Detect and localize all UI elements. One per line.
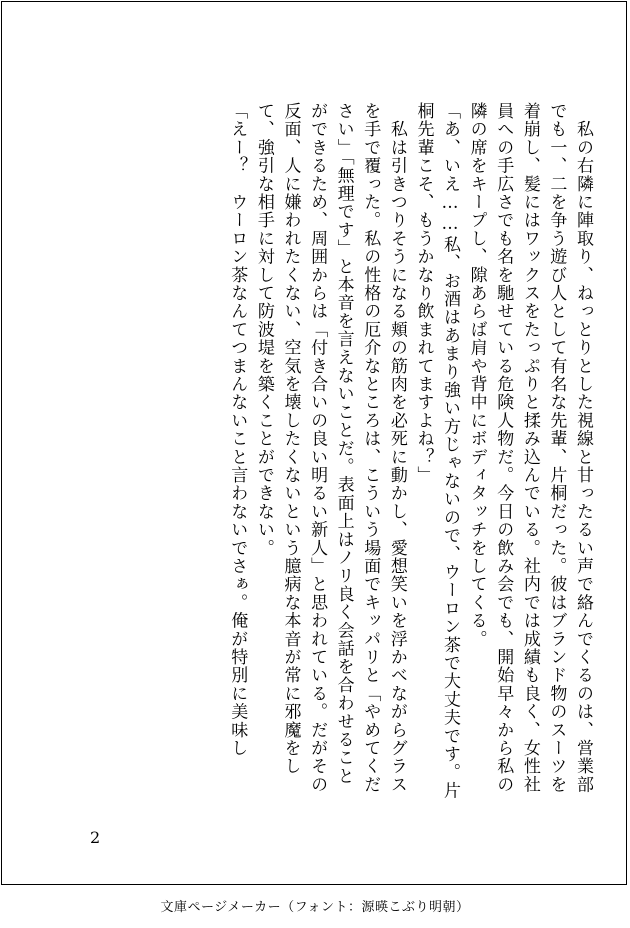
paragraph-3: 私は引きつりそうになる頬の筋肉を必死に動かし、愛想笑いを浮かべながらグラスを手で覆った。私の性格の厄介なところは、こういう場面でキッパリと「やめてください」「無理です」と本音を言えないことだ。表面上はノリ良く会話を合わせることができるため、周囲からは「付き合いの良い明るい新人」と思われている。だがその反面、人に嫌われたくない、空気を壊したくないという臆病な本音が常に邪魔をして、強引な相手に対して防波堤を築くことができない。 [253, 102, 407, 794]
vertical-text-body [60, 102, 596, 802]
footer-caption: 文庫ページメーカー（フォント：源暎こぶり明朝） [160, 900, 470, 915]
paragraph-4: 「えー？ ウーロン茶なんてつまんないこと言わないでさぁ。俺が特別に美味し [227, 102, 248, 758]
paragraph-1: 私の右隣に陣取り、ねっとりとした視線と甘ったるい声で絡んでくるのは、営業部でも一、二を争う遊び人として有名な先輩、片桐だった。彼はブランド物のスーツを着崩し、髪にはワックスをたっぷりと揉み込んでいる。社内では成績も良く、女性社員への手広さでも名を馳せている危険人物だ。今日の飲み会でも、開始早々から私の隣の席をキープし、隙あらば肩や背中にボディタッチをしてくる。 [466, 102, 593, 794]
page-frame [1, 1, 627, 885]
paragraph-2: 「あ、いえ……私、お酒はあまり強い方じゃないので、ウーロン茶で大丈夫です。片桐先輩こそ、もうかなり飲まれてますよね？」 [413, 102, 461, 800]
page-number: 2 [90, 828, 101, 847]
